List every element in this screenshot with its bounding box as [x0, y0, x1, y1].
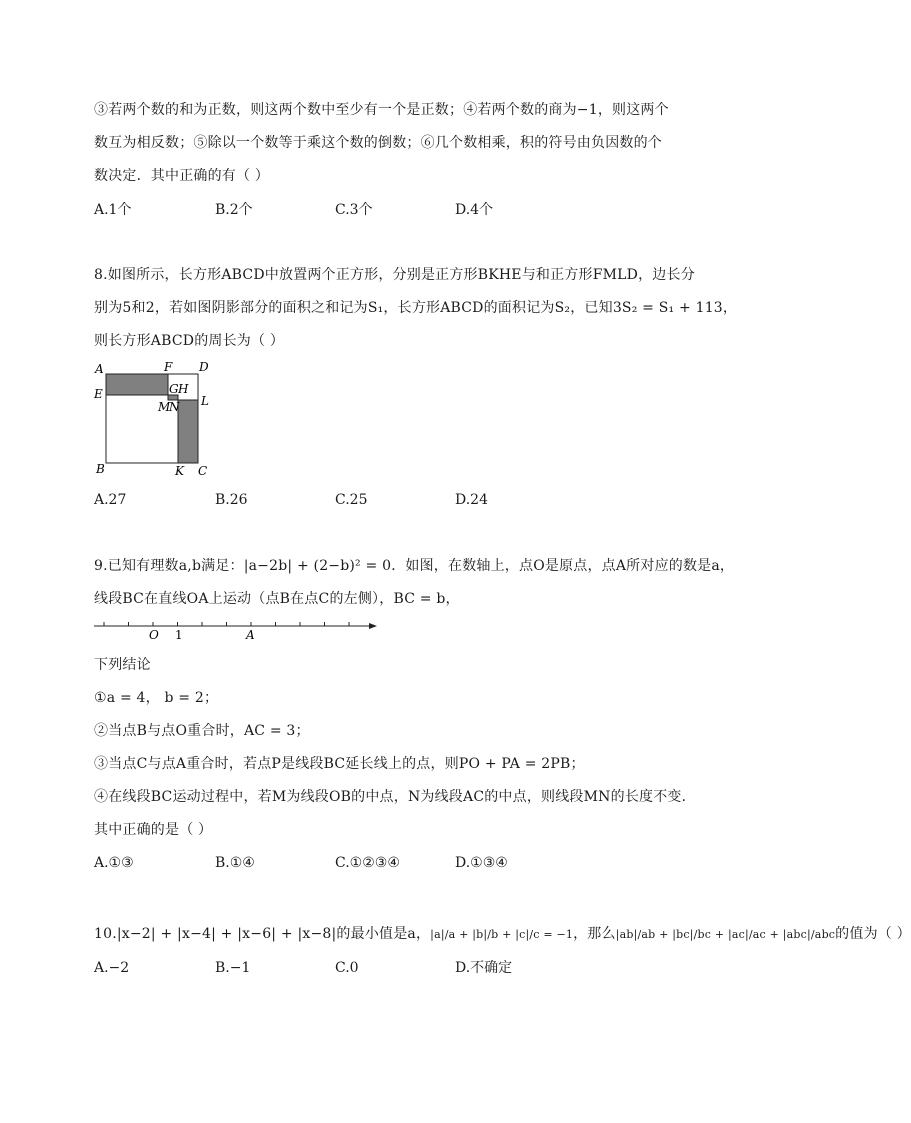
label-g: G — [169, 382, 179, 396]
q7-option-b: B.2个 — [215, 202, 253, 218]
q9-line-1: 9.已知有理数a,b满足：|a−2b| + (2−b)² = 0．如图，在数轴上，点O是原点，点A所对应的数是a， — [94, 558, 735, 574]
q9-option-c: C.①②③④ — [335, 855, 400, 871]
axis-arrow — [369, 623, 377, 629]
q8-line-3: 则长方形ABCD的周长为（ ） — [94, 333, 285, 349]
q7-line-1: ③若两个数的和为正数，则这两个数中至少有一个是正数；④若两个数的商为−1，则这两个 — [94, 102, 669, 118]
label-h: H — [178, 382, 189, 396]
label-d: D — [199, 360, 209, 374]
q10-option-a: A.−2 — [94, 960, 130, 976]
label-f: F — [164, 360, 173, 374]
label-n: N — [169, 400, 180, 414]
q8-line-2: 别为5和2，若如图阴影部分的面积之和记为S₁，长方形ABCD的面积记为S₂，已知3S₂ = S₁ + 113， — [94, 300, 738, 316]
q9-conclusion-4: ④在线段BC运动过程中，若M为线段OB的中点，N为线段AC的中点，则线段MN的长度不变． — [94, 789, 696, 805]
q10-condition: |a|/a + |b|/b + |c|/c = −1 — [430, 928, 574, 941]
q7-option-a: A.1个 — [94, 202, 132, 218]
q7-line-3: 数决定．其中正确的有（ ） — [94, 168, 270, 184]
axis-label-o: O — [149, 628, 159, 642]
q7-line-2: 数互为相反数；⑤除以一个数等于乘这个数的倒数；⑥几个数相乘，积的符号由负因数的个 — [94, 135, 662, 151]
q9-option-a: A.①③ — [94, 855, 134, 871]
q9-conclusion-3: ③当点C与点A重合时，若点P是线段BC延长线上的点，则PO + PA = 2PB； — [94, 756, 585, 772]
label-l: L — [201, 394, 209, 408]
q8-rectangle-figure — [88, 358, 218, 480]
q9-conclusions-intro: 下列结论 — [94, 657, 151, 673]
q8-option-c: C.25 — [335, 492, 368, 508]
axis-ticks — [104, 622, 349, 626]
q9-line-2: 线段BC在直线OA上运动（点B在点C的左侧），BC = b， — [94, 591, 460, 607]
q9-conclusion-1: ①a = 4， b = 2； — [94, 690, 219, 706]
shaded-region-top — [106, 374, 168, 395]
q9-option-d: D.①③④ — [455, 855, 508, 871]
q10-prefix: 10.|x−2| + |x−4| + |x−6| + |x−8|的最小值是a， — [94, 926, 431, 942]
q9-conclusion-2: ②当点B与点O重合时，AC = 3； — [94, 723, 310, 739]
q9-number-line — [90, 612, 380, 642]
label-e: E — [94, 387, 103, 401]
label-k: K — [175, 464, 184, 478]
q10-mid: ，那么 — [573, 926, 616, 942]
q9-question: 其中正确的是（ ） — [94, 822, 213, 838]
q8-option-d: D.24 — [455, 492, 488, 508]
label-b: B — [96, 462, 105, 476]
q7-option-c: C.3个 — [335, 202, 373, 218]
q8-option-b: B.26 — [215, 492, 248, 508]
shaded-region-right — [178, 400, 198, 463]
label-a: A — [95, 362, 104, 376]
label-c: C — [198, 464, 208, 478]
axis-label-a: A — [246, 628, 255, 642]
q9-option-b: B.①④ — [215, 855, 255, 871]
q10-expression: |ab|/ab + |bc|/bc + |ac|/ac + |abc|/abc — [615, 928, 836, 941]
q8-line-1: 8.如图所示，长方形ABCD中放置两个正方形，分别是正方形BKHE与和正方形FMLD，边长分 — [94, 267, 695, 283]
q7-option-d: D.4个 — [455, 202, 494, 218]
label-m: M — [158, 400, 171, 414]
q8-option-a: A.27 — [94, 492, 127, 508]
axis-label-one: 1 — [175, 628, 183, 642]
q10-line-1 — [94, 924, 911, 945]
q10-option-d: D.不确定 — [455, 960, 513, 976]
q10-option-c: C.0 — [335, 960, 359, 976]
q10-suffix: 的值为（ ） — [835, 926, 911, 942]
q10-option-b: B.−1 — [215, 960, 251, 976]
